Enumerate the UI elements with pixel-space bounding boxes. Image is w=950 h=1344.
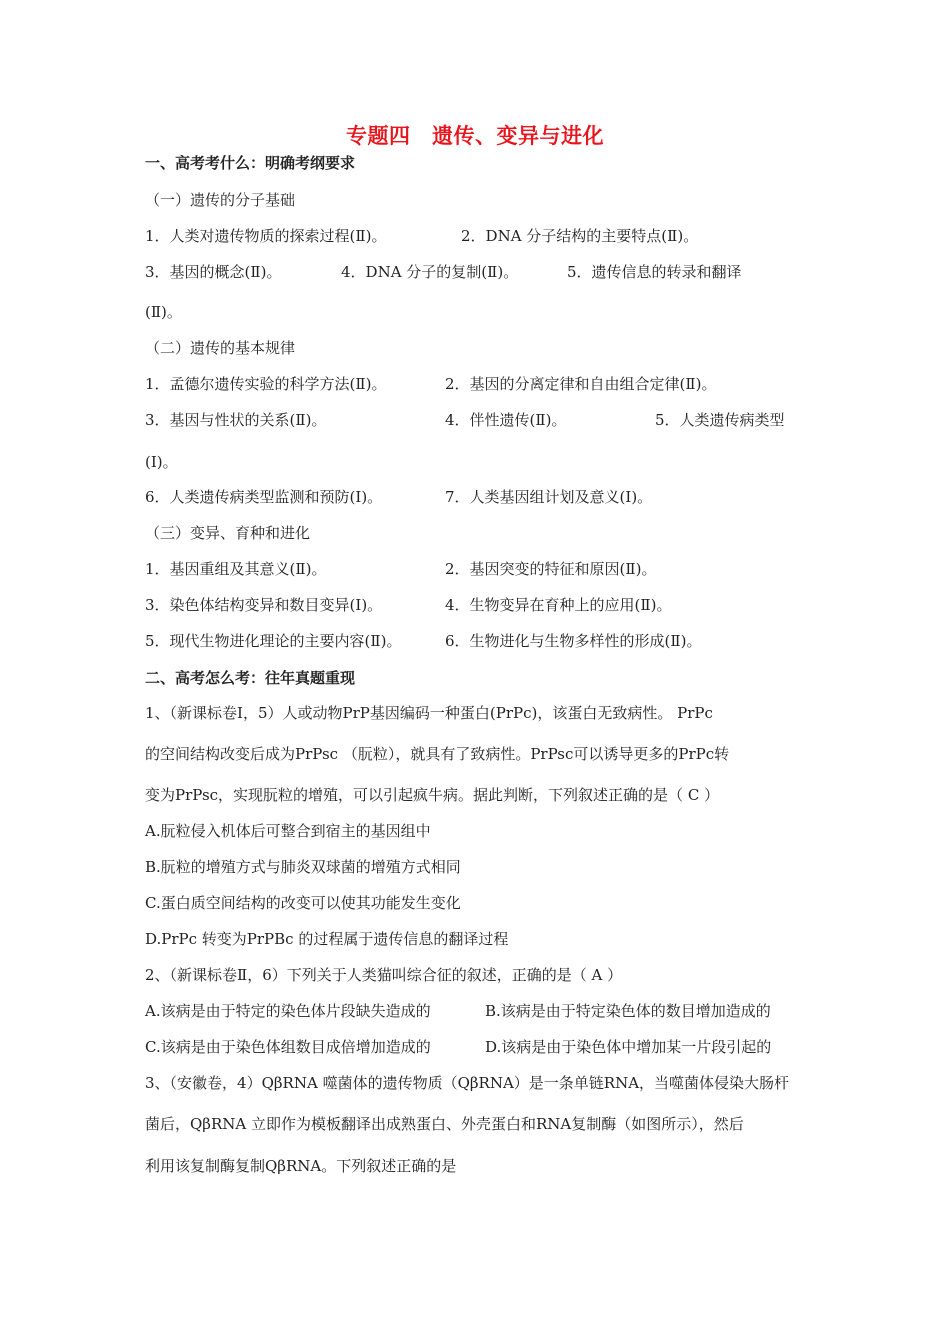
question-text: 1、（新课标卷Ⅰ，5）人或动物PrP基因编码一种蛋白(PrPc)，该蛋白无致病性。 PrPc [145, 704, 713, 722]
answer-option: C.蛋白质空间结构的改变可以使其功能发生变化 [145, 894, 461, 912]
list-item: 5．人类遗传病类型 [655, 411, 785, 429]
answer-option: B.朊粒的增殖方式与肺炎双球菌的增殖方式相同 [145, 858, 461, 876]
list-row [145, 594, 845, 616]
answer-option: C.该病是由于染色体组数目成倍增加造成的 [145, 1038, 431, 1056]
list-item: 6．人类遗传病类型监测和预防(Ⅰ)。 [145, 488, 383, 506]
option-row [145, 1000, 845, 1022]
list-item: 7．人类基因组计划及意义(Ⅰ)。 [445, 488, 653, 506]
list-row [145, 630, 845, 652]
list-item: 2．基因的分离定律和自由组合定律(Ⅱ)。 [445, 375, 717, 393]
list-item: 2．基因突变的特征和原因(Ⅱ)。 [445, 560, 657, 578]
subsection-heading: （三）变异、育种和进化 [145, 524, 311, 542]
list-row [145, 373, 845, 395]
option-row [145, 1036, 845, 1058]
answer-option: A.朊粒侵入机体后可整合到宿主的基因组中 [145, 822, 431, 840]
list-item: (Ⅱ)。 [145, 303, 182, 321]
list-item: (Ⅰ)。 [145, 453, 178, 471]
page-title: 专题四 遗传、变异与进化 [346, 123, 604, 148]
subsection-heading: （二）遗传的基本规律 [145, 339, 296, 357]
list-item: 3．染色体结构变异和数目变异(Ⅰ)。 [145, 596, 383, 614]
list-row [145, 486, 845, 508]
answer-option: A.该病是由于特定的染色体片段缺失造成的 [145, 1002, 431, 1020]
list-item: 1．孟德尔遗传实验的科学方法(Ⅱ)。 [145, 375, 387, 393]
list-item: 4．DNA 分子的复制(Ⅱ)。 [341, 263, 519, 281]
subsection-heading: （一）遗传的分子基础 [145, 191, 296, 209]
question-text: 利用该复制酶复制QβRNA。下列叙述正确的是 [145, 1157, 457, 1175]
list-item: 4．生物变异在育种上的应用(Ⅱ)。 [445, 596, 672, 614]
list-item: 5．遗传信息的转录和翻译 [567, 263, 742, 281]
question-text: 菌后，QβRNA 立即作为模板翻译出成熟蛋白、外壳蛋白和RNA复制酶（如图所示），然后 [145, 1115, 744, 1133]
question-text: 变为PrPsc，实现朊粒的增殖，可以引起疯牛病。据此判断，下列叙述正确的是（ C ） [145, 786, 720, 804]
answer-option: B.该病是由于特定染色体的数目增加造成的 [485, 1002, 771, 1020]
list-item: 6．生物进化与生物多样性的形成(Ⅱ)。 [445, 632, 702, 650]
question-text: 2、（新课标卷Ⅱ，6）下列关于人类猫叫综合征的叙述，正确的是（ A ） [145, 966, 623, 984]
list-item: 3．基因的概念(Ⅱ)。 [145, 263, 282, 281]
list-row [145, 558, 845, 580]
list-item: 2．DNA 分子结构的主要特点(Ⅱ)。 [461, 227, 699, 245]
answer-option: D.该病是由于染色体中增加某一片段引起的 [485, 1038, 772, 1056]
list-row [145, 261, 845, 283]
list-item: 1．人类对遗传物质的探索过程(Ⅱ)。 [145, 227, 387, 245]
list-item: 4．伴性遗传(Ⅱ)。 [445, 411, 567, 429]
question-text: 3、（安徽卷，4）QβRNA 噬菌体的遗传物质（QβRNA）是一条单链RNA，当噬菌体侵染大肠杆 [145, 1074, 790, 1092]
list-item: 3．基因与性状的关系(Ⅱ)。 [145, 411, 327, 429]
list-row [145, 409, 845, 431]
answer-option: D.PrPc 转变为PrPBc 的过程属于遗传信息的翻译过程 [145, 930, 509, 948]
question-text: 的空间结构改变后成为PrPsc （朊粒），就具有了致病性。PrPsc可以诱导更多的PrPc转 [145, 745, 730, 763]
section1-heading: 一、高考考什么：明确考纲要求 [145, 154, 356, 172]
list-item: 5．现代生物进化理论的主要内容(Ⅱ)。 [145, 632, 402, 650]
list-item: 1．基因重组及其意义(Ⅱ)。 [145, 560, 327, 578]
section2-heading: 二、高考怎么考：往年真题重现 [145, 669, 356, 687]
list-row [145, 225, 845, 247]
